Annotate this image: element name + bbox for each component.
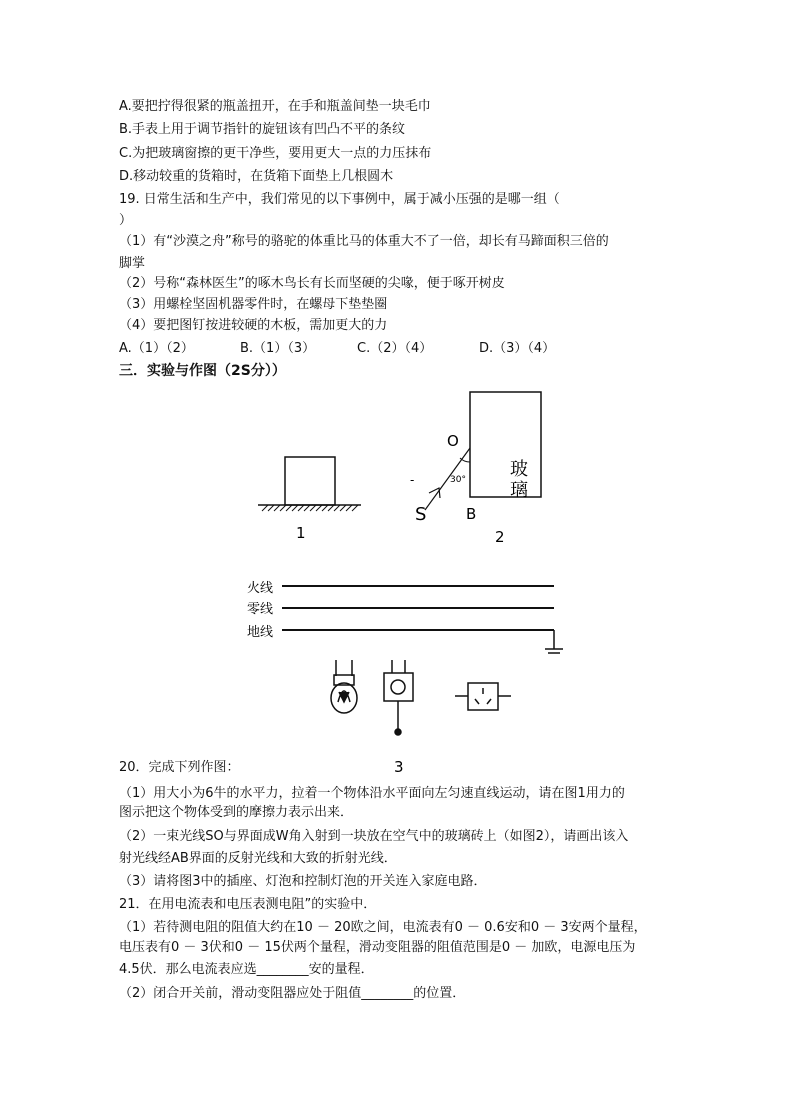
figure-3-label: 3 — [394, 758, 404, 776]
q21-part-1-cont-2: 4.5伏．那么电流表应选________安的量程． — [119, 962, 374, 977]
q18-option-d: D.移动较重的货箱时，在货箱下面垫上几根圆木 — [119, 169, 394, 184]
q19-stem-end: ） — [119, 213, 133, 228]
q20-part-3: （3）请将图3中的插座、灯泡和控制灯泡的开关连入家庭电路． — [119, 874, 487, 889]
section-3-title: 三．实验与作图（2S分）） — [119, 363, 286, 379]
point-b-label: B — [466, 505, 477, 523]
q18-option-b: B.手表上用于调节指针的旋钮该有凹凸不平的条纹 — [119, 122, 406, 137]
light-bulb — [331, 660, 357, 713]
dash-mark: - — [410, 473, 415, 487]
figure-1 — [258, 457, 361, 542]
q19-option-c: C.（2）（4） — [357, 341, 433, 356]
glass-text-2: 璃 — [510, 480, 528, 501]
block — [285, 457, 335, 505]
wire-live-label: 火线 — [247, 581, 274, 596]
q20-stem: 20．完成下列作图： — [119, 760, 240, 775]
q19-option-a: A.（1）（2） — [119, 341, 194, 356]
point-s-label: S — [415, 504, 427, 525]
q18-option-a: A.要把拧得很紧的瓶盖扭开，在手和瓶盖间垫一块毛巾 — [119, 99, 431, 114]
wire-neutral-label: 零线 — [247, 602, 274, 617]
figure-3 — [247, 580, 563, 776]
q21-part-2: （2）闭合开关前，滑动变阻器应处于阻值________的位置． — [119, 986, 466, 1001]
q19-option-b: B.（1）（3） — [240, 341, 316, 356]
q21-stem: 21．在用电流表和电压表测电阻”的实验中． — [119, 897, 377, 912]
glass-block — [470, 392, 541, 497]
q19-item-1-cont: 脚掌 — [119, 256, 146, 271]
q19-option-d: D.（3）（4） — [479, 341, 556, 356]
figure-1-label: 1 — [296, 524, 306, 542]
q19-item-3: （3）用螺栓坚固机器零件时，在螺母下垫垫圈 — [119, 297, 388, 312]
q19-item-4: （4）要把图钉按进较硬的木板，需加更大的力 — [119, 318, 388, 333]
point-o-label: O — [447, 432, 459, 450]
ground-hatching — [262, 505, 358, 511]
q20-part-2: （2）一束光线SO与界面成W角入射到一块放在空气中的玻璃砖上（如图2），请画出该入 — [119, 829, 629, 844]
q20-part-1: （1）用大小为6牛的水平力，拉着一个物体沿水平面向左匀速直线运动，请在图1用力的 — [119, 786, 625, 801]
glass-text-1: 玻 — [510, 459, 528, 480]
q21-part-1: （1）若待测电阻的阻值大约在10 － 20欧之间，电流表有0 － 0.6安和0 － 3安两个量程， — [119, 920, 647, 935]
figures — [0, 380, 790, 780]
q19-item-2: （2）号称“森林医生”的啄木鸟长有长而坚硬的尖喙，便于啄开树皮 — [119, 276, 505, 291]
q19-stem: 19. 日常生活和生产中，我们常见的以下事例中，属于减小压强的是哪一组（ — [119, 192, 560, 207]
switch — [384, 660, 413, 735]
q20-part-2-cont: 射光线经AB界面的反射光线和大致的折射光线． — [119, 851, 397, 866]
figure-2-label: 2 — [495, 528, 505, 546]
q20-part-1-cont: 图示把这个物体受到的摩擦力表示出来． — [119, 805, 354, 820]
q21-part-1-cont: 电压表有0 － 3伏和0 － 15伏两个量程，滑动变阻器的阻值范围是0 － 加欧，电源电压为 — [119, 940, 636, 955]
earth-symbol — [545, 630, 563, 653]
three-pin-socket — [455, 683, 511, 710]
figure-2 — [410, 392, 541, 546]
angle-label: 30° — [450, 475, 466, 485]
wire-ground-label: 地线 — [247, 625, 274, 640]
q19-item-1: （1）有“沙漠之舟”称号的骆驼的体重比马的体重大不了一倍，却长有马蹄面积三倍的 — [119, 234, 609, 249]
q18-option-c: C.为把玻璃窗擦的更干净些，要用更大一点的力压抹布 — [119, 146, 432, 161]
